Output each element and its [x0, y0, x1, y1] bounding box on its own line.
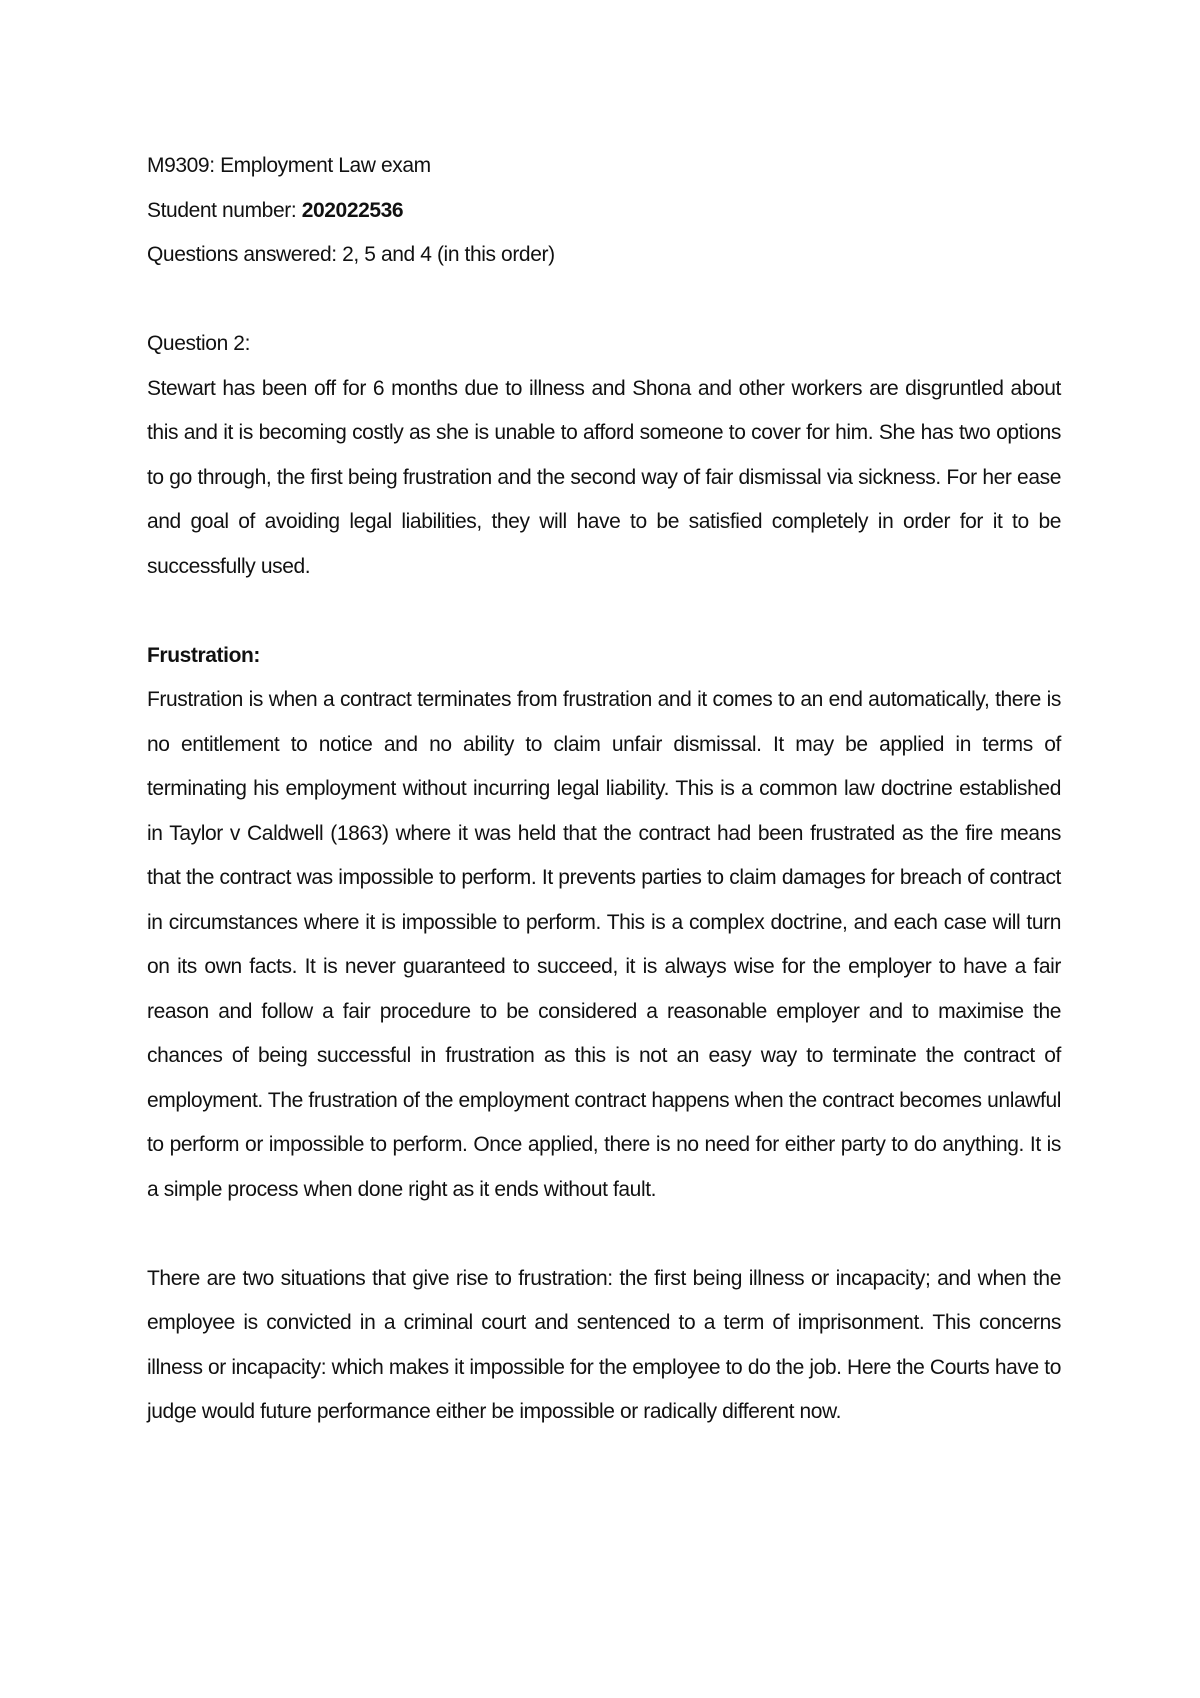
frustration-paragraph-1: Frustration is when a contract terminates from frustration and it comes to an end automatically, there is no entitlement to notice and no ability to claim unfair dismissal. It may be applied in terms of terminating his employment without incurring legal liability. This is a common law doctrine established in Taylor v Caldwell (1863) where it was held that the contract had been frustrated as the fire means that the contract was impossible to perform. It prevents parties to claim damages for breach of contract in circumstances where it is impossible to perform. This is a complex doctrine, and each case will turn on its own facts. It is never guaranteed to succeed, it is always wise for the employer to have a fair reason and follow a fair procedure to be considered a reasonable employer and to maximise the chances of being successful in frustration as this is not an easy way to terminate the contract of employment. The frustration of the employment contract happens when the contract becomes unlawful to perform or impossible to perform. Once applied, there is no need for either party to do anything. It is a simple process when done right as it ends without fault. [147, 688, 1061, 1201]
student-number-line [147, 189, 1061, 234]
questions-answered-line: Questions answered: 2, 5 and 4 (in this order) [147, 243, 555, 266]
student-number-label: Student number: [147, 198, 302, 222]
question-intro-paragraph: Stewart has been off for 6 months due to illness and Shona and other workers are disgruntled about this and it is becoming costly as she is unable to afford someone to cover for him. She has two options to go through, the first being frustration and the second way of fair dismissal via sickness. For her ease and goal of avoiding legal liabilities, they will have to be satisfied completely in order for it to be successfully used. [147, 376, 1061, 578]
spacer [147, 589, 1061, 634]
spacer [147, 278, 1061, 323]
question-heading: Question 2: [147, 332, 250, 355]
student-number-value: 202022536 [301, 198, 404, 222]
frustration-paragraph-2: There are two situations that give rise to frustration: the first being illness or incapacity; and when the employee is convicted in a criminal court and sentenced to a term of imprisonment. This concerns illness or incapacity: which makes it impossible for the employee to do the job. Here the Courts have to judge would future performance either be impossible or radically different now. [147, 1266, 1061, 1423]
document-body [147, 144, 1061, 1435]
course-line: M9309: Employment Law exam [147, 154, 431, 177]
spacer [147, 1212, 1061, 1257]
frustration-heading: Frustration: [147, 643, 261, 667]
